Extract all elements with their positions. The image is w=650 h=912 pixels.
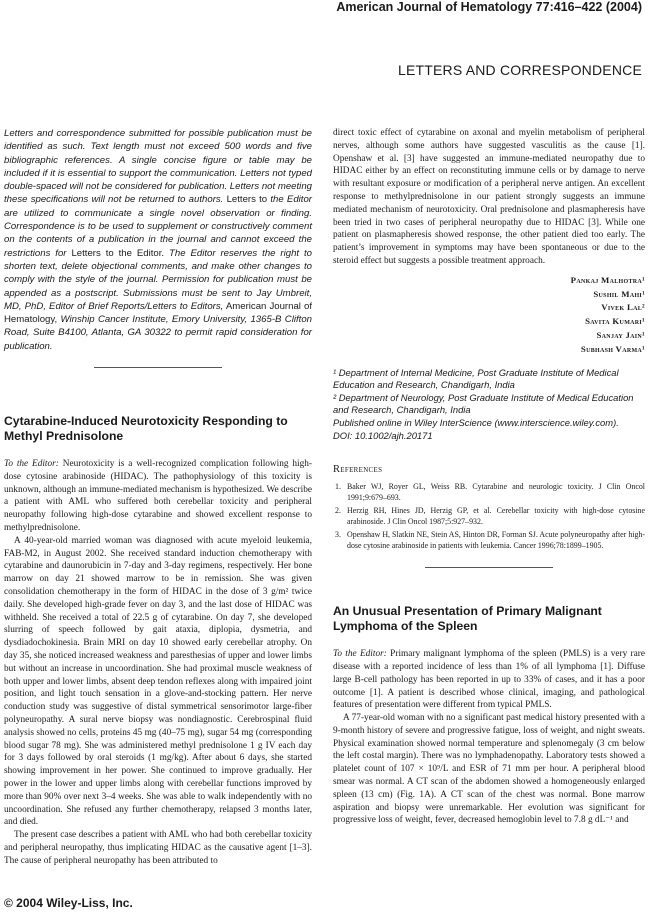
notice-text-2b: Letters to the Editor. <box>66 247 165 259</box>
author-name: Subhash Varma¹ <box>580 343 645 354</box>
article1-paragraph-3-continued: direct toxic effect of cytarabine on axonal and myelin metabolism of peripheral nerves, although some authors have suggested vasculitis as the cause [1]. Openshaw et al. [3] have suggested an immune-mediated neuropathy due to HIDAC either by an effect on reconstituting immune cells or by damage to nerve with resultant exposure or modification of a peripheral nerve antigen. An excellent response to methylprednisolone in our patient strongly suggests an immune mediated mechanism of neurotoxicity. Oral prednisolone and plasmapheresis have been tried in two cases of peripheral neuropathy due to HIDAC [3]. While one patient on plasmapheresis showed response, the other patient died too early. The patient’s improvement in symptoms may have been spontaneous or due to the steroid effect but suggests a possible treatment approach. <box>333 128 645 266</box>
copyright: © 2004 Wiley-Liss, Inc. <box>4 896 133 910</box>
article2-paragraph-2: A 77-year-old woman with no a significant past medical history presented with a 9-month history of severe and progressive fatigue, loss of weight, and night sweats. Physical examination showed normal temperature and splenomegaly (3 cm below the left costal margin). There was no lymphadenopathy. Laboratory tests showed a platelet count of 107 × 10⁹/L and ESR of 71 mm per hour. A peripheral blood smear was normal. A CT scan of the abdomen showed a homogeneously enlarged spleen (13 cm) (Fig. 1A). A CT scan of the chest was normal. Bone marrow aspiration and biopsy were unremarkable. Her evolution was significant for progressive loss of weight, fever, decreased hemoglobin level to 7.8 g dL⁻¹ and <box>333 713 645 826</box>
reference-number: 2. <box>335 506 341 516</box>
reference-number: 1. <box>335 482 341 492</box>
article2-title: An Unusual Presentation of Primary Malignant Lymphoma of the Spleen <box>333 604 602 634</box>
notice-text-3c: Winship Cancer Institute, Emory University, 1365-B Clifton Road, Suite B4100, Atlanta, GA 30322 to permit rapid consideration for publication. <box>4 314 312 352</box>
notice-text-1: Letters and correspondence submitted for possible publication must be identified as such. Text length must not exceed 500 words and five bibliographic references. A single concise figure or table may be included if it is essential to support the communication. Letters not typed double-spaced will not be considered for publication. Letters not meeting these specifications will not be returned to authors. <box>4 128 312 206</box>
article1-paragraph-2: A 40-year-old married woman was diagnosed with acute myeloid leukemia, FAB-M2, in August 2002. She received standard induction chemotherapy with cytarabine and daunorubicin in 7-day and 3-day regimens, respectively. Her bone marrow on day 21 showed marrow to be in remission. She was given consolidation chemotherapy in the form of HIDAC in the dose of 3 g/m² twice daily. She developed high-grade fever on day 3, and the last dose of HIDAC was withheld. She received a total of 22.5 g of cytarabine. On day 7, she developed slurring of speech followed by gait ataxia, diplopia, dysmetria, and dysdiadochokinesia. Brain MRI on day 10 showed early cerebellar atrophy. On day 35, she noticed increased weakness and paresthesias of upper and lower limbs but without an increase in uncoordination. She had proximal muscle weakness of both upper and lower limbs, absent deep tendon reflexes along with impaired joint position, and light touch sensation in a glove-and-stocking pattern. Her nerve conduction study was suggestive of distal symmetrical sensorimotor large-fiber polyneuropathy. A sural nerve biopsy was nondiagnostic. Cerebrospinal fluid analysis showed no cells, proteins 45 mg (40–75 mg), sugar 54 mg (corresponding blood sugar 78 mg). She was administered methyl prednisolone 1 g IV each day for 3 days followed by oral steroids (1 mg/kg). After about 6 days, she started showing improvement in her power. She continued to improve gradually. Her power in the lower and upper limbs along with cerebellar functions improved by more than 90% over next 3–4 weeks. She was able to walk independently with no uncoordination. She refused any further chemotherapy, relapsed 3 months later, and died. <box>4 535 312 828</box>
section-title: LETTERS AND CORRESPONDENCE <box>397 62 642 78</box>
affiliation: ² Department of Neurology, Post Graduate Institute of Medical Education and Research, Chandigarh, India <box>333 391 634 416</box>
article2-paragraph-1 <box>333 648 645 712</box>
reference-text: Openshaw H, Slatkin NE, Stein AS, Hinton DR, Forman SJ. Acute polyneuropathy after high-dose cytosine arabinoside in patients with leukemia. Cancer 1996;78:1899–1905. <box>347 530 645 551</box>
author-name: Vivek Lal² <box>601 302 645 313</box>
references-heading: References <box>333 464 383 476</box>
article1-para1-text: Neurotoxicity is a well-recognized complication following high-dose cytosine arabinoside (HIDAC). The pathophysiology of this toxicity is unknown, although an immune-mediated mechanism is hypothesized. We describe a patient with AML who suffered both cerebellar toxicity and peripheral neuropathy following high-dose cytarabine and showed excellent response to methylprednisolone. <box>4 459 313 534</box>
notice-text-3: The Editor reserves the right to shorten text, delete objectional comments, and make other changes to comply with the style of the journal. Permission for publication must be appended as a postscript. Submissions must be sent to Jay Umbreit, MD, PhD, Editor of Brief Reports/Letters to Editors, <box>4 247 313 312</box>
author-list <box>333 274 645 357</box>
journal-header: American Journal of Hematology 77:416–422 (2004) <box>336 0 642 14</box>
reference-item <box>333 505 645 527</box>
reference-list <box>333 481 645 551</box>
reference-item <box>333 529 645 551</box>
reference-text: Baker WJ, Royer GL, Weiss RB. Cytarabine and neurologic toxicity. J Clin Oncol 1991;9:679–693. <box>347 482 645 503</box>
doi-text: DOI: 10.1002/ajh.20171 <box>333 429 433 441</box>
notice-text-1b: Letters to <box>223 194 268 206</box>
left-column <box>4 127 312 868</box>
notice-text-3b: American Journal of Hematology, <box>4 300 312 326</box>
submission-notice <box>4 127 312 353</box>
publication-note: Published online in Wiley InterScience (www.interscience.wiley.com). <box>333 416 619 428</box>
author-name: Savita Kumari¹ <box>585 316 645 327</box>
affiliation: ¹ Department of Internal Medicine, Post Graduate Institute of Medical Education and Research, Chandigarh, India <box>333 366 619 391</box>
article2-salutation: To the Editor: <box>333 649 387 660</box>
article2-para1-text: Primary malignant lymphoma of the spleen (PMLS) is a very rare disease with a reported incidence of less than 1% of all lymphoma [1]. Diffuse large B-cell pathology has been reported in up to 33% of cases, and it has a poor outcome [1]. A patient is described whose clinical, imaging, and pathological features of presentation were different from typical PMLS. <box>333 649 645 711</box>
author-name: Pankaj Malhotra¹ <box>570 274 645 285</box>
notice-text-2: the Editor are utilized to communicate a single novel observation or finding. Correspondence is to be used to supplement or constructively comment on the contents of a publication in the journal and cannot exceed the restrictions for <box>4 194 312 259</box>
author-name: Sanjay Jain¹ <box>596 329 645 340</box>
article1-title: Cytarabine-Induced Neurotoxicity Responding to Methyl Prednisolone <box>4 414 288 444</box>
right-column <box>333 127 645 827</box>
reference-number: 3. <box>335 530 341 540</box>
reference-text: Herzig RH, Hines JD, Herzig GP, et al. Cerebellar toxicity with high-dose cytosine arabinoside. J Clin Oncol 1987;5:927–932. <box>347 506 645 527</box>
article1-salutation: To the Editor: <box>4 459 59 470</box>
reference-item <box>333 481 645 503</box>
article1-paragraph-1 <box>4 458 312 535</box>
article1-paragraph-3: The present case describes a patient with AML who had both cerebellar toxicity and peripheral neuropathy, thus implicating HIDAC as the causative agent [1–3]. The cause of peripheral neuropathy has been attributed to <box>4 830 312 866</box>
author-name: Sushil Mahi¹ <box>593 288 645 299</box>
